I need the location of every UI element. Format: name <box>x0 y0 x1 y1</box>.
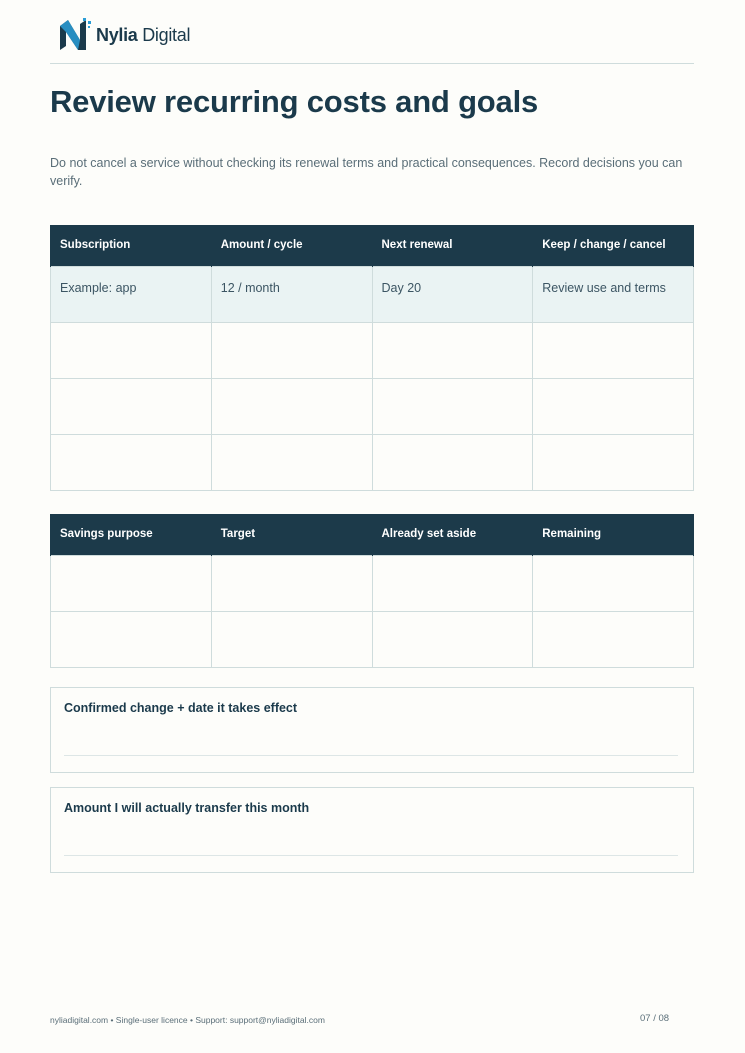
table-cell[interactable]: Example: app <box>51 266 212 322</box>
savings-table <box>50 514 694 668</box>
table-cell[interactable]: Review use and terms <box>533 266 694 322</box>
intro-text: Do not cancel a service without checking its renewal terms and practical consequences. Record decisions you can verify. <box>50 156 683 188</box>
nylia-logo-icon <box>58 18 92 52</box>
header-subscription: Subscription <box>51 225 212 266</box>
table-cell[interactable] <box>51 434 212 490</box>
table-cell[interactable] <box>372 555 533 611</box>
table-cell[interactable] <box>51 611 212 667</box>
table-cell[interactable] <box>533 611 694 667</box>
table-cell[interactable] <box>533 378 694 434</box>
transfer-amount-box <box>50 787 694 873</box>
table-row <box>51 434 694 490</box>
header-keep-change-cancel: Keep / change / cancel <box>533 225 694 266</box>
transfer-amount-label: Amount I will actually transfer this month <box>64 801 310 815</box>
header-amount-cycle: Amount / cycle <box>211 225 372 266</box>
header-savings-purpose: Savings purpose <box>51 514 212 555</box>
table-cell[interactable] <box>533 434 694 490</box>
confirmed-change-box <box>50 687 694 773</box>
table-row <box>51 378 694 434</box>
table-cell[interactable] <box>533 322 694 378</box>
table-cell[interactable] <box>533 555 694 611</box>
header-next-renewal: Next renewal <box>372 225 533 266</box>
table-cell[interactable] <box>372 611 533 667</box>
subscriptions-table <box>50 225 694 491</box>
table-cell[interactable] <box>211 555 372 611</box>
confirmed-change-label: Confirmed change + date it takes effect <box>64 701 298 715</box>
table-row <box>51 322 694 378</box>
table-cell[interactable] <box>372 434 533 490</box>
header-target: Target <box>211 514 372 555</box>
table-cell[interactable] <box>51 378 212 434</box>
page-title: Review recurring costs and goals <box>50 84 539 119</box>
table-header-row <box>51 225 694 266</box>
header-remaining: Remaining <box>533 514 694 555</box>
table-cell[interactable]: Day 20 <box>372 266 533 322</box>
table-cell[interactable] <box>211 611 372 667</box>
write-in-line[interactable] <box>64 855 678 856</box>
table-row <box>51 555 694 611</box>
table-cell[interactable] <box>211 322 372 378</box>
page-number: 07 / 08 <box>640 1013 670 1024</box>
table-cell[interactable]: 12 / month <box>211 266 372 322</box>
page-header <box>50 14 694 64</box>
table-cell[interactable] <box>372 322 533 378</box>
table-header-row <box>51 514 694 555</box>
table-cell[interactable] <box>372 378 533 434</box>
header-already-set-aside: Already set aside <box>372 514 533 555</box>
table-cell[interactable] <box>51 555 212 611</box>
table-row <box>51 611 694 667</box>
brand-name: Nylia Digital <box>96 25 191 45</box>
brand-logo <box>58 18 190 52</box>
footer-text: nyliadigital.com • Single-user licence • Support: support@nyliadigital.com <box>50 1015 325 1025</box>
table-row <box>51 266 694 322</box>
table-cell[interactable] <box>211 434 372 490</box>
table-cell[interactable] <box>211 378 372 434</box>
write-in-line[interactable] <box>64 755 678 756</box>
table-cell[interactable] <box>51 322 212 378</box>
